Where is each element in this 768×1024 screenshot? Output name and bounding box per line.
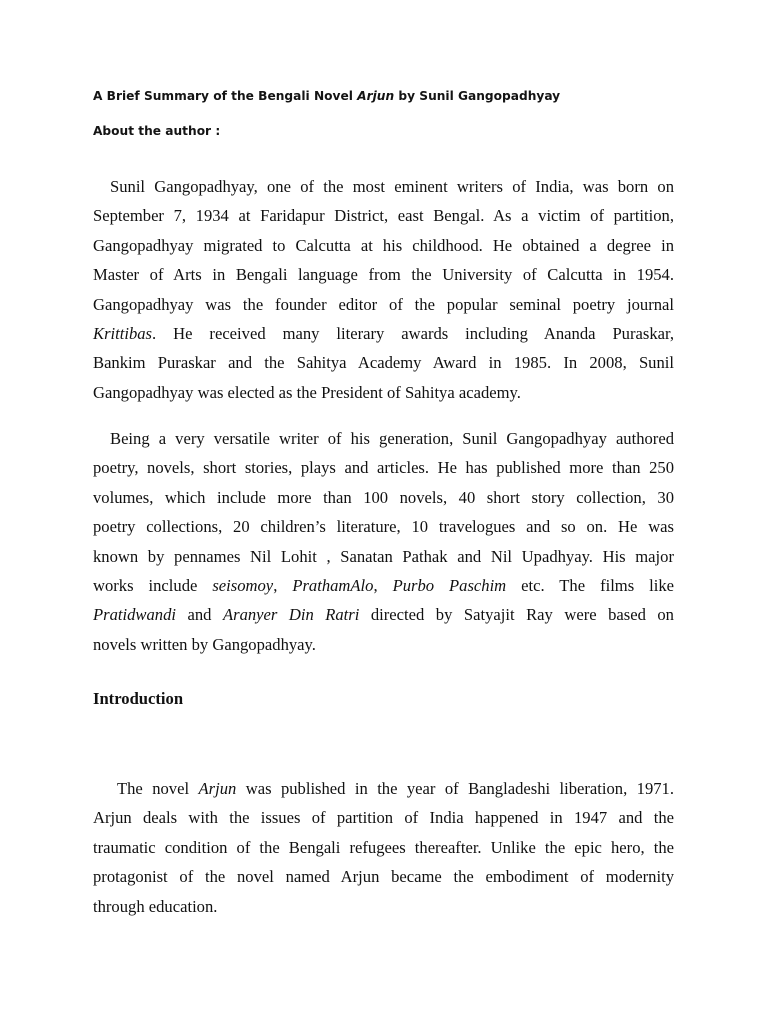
- paragraph-line: known by pennames Nil Lohit , Sanatan Pathak and Nil Upadhyay. His major: [93, 546, 674, 566]
- about-author-label: About the author :: [93, 124, 221, 138]
- paragraph-line: Arjun deals with the issues of partition of India happened in 1947 and the: [93, 808, 674, 828]
- paragraph-line: Sunil Gangopadhyay, one of the most eminent writers of India, was born on: [110, 177, 674, 196]
- paragraph-line: traumatic condition of the Bengali refugees thereafter. Unlike the epic hero, the: [93, 837, 674, 857]
- paragraph-line: Gangopadhyay was the founder editor of the popular seminal poetry journal: [93, 294, 674, 314]
- paragraph-line: protagonist of the novel named Arjun became the embodiment of modernity: [93, 867, 674, 887]
- paragraph-line: novels written by Gangopadhyay.: [93, 634, 316, 654]
- author-paragraph: [93, 172, 674, 407]
- paragraph-line: Gangopadhyay was elected as the President of Sahitya academy.: [93, 382, 521, 402]
- introduction-heading: Introduction: [93, 689, 184, 708]
- paragraph-line: Pratidwandi and Aranyer Din Ratri directed by Satyajit Ray were based on: [93, 605, 674, 625]
- paragraph-line: works include seisomoy, PrathamAlo, Purbo Paschim etc. The films like: [93, 575, 675, 595]
- introduction-paragraph: [93, 774, 674, 921]
- document-title: A Brief Summary of the Bengali Novel Arjun by Sunil Gangopadhyay: [93, 89, 561, 103]
- paragraph-line: volumes, which include more than 100 novels, 40 short story collection, 30: [93, 487, 674, 507]
- paragraph-line: poetry, novels, short stories, plays and articles. He has published more than 250: [93, 458, 674, 478]
- paragraph-line: Krittibas. He received many literary awards including Ananda Puraskar,: [93, 323, 674, 343]
- paragraph-line: Being a very versatile writer of his generation, Sunil Gangopadhyay authored: [110, 429, 674, 448]
- paragraph-line: September 7, 1934 at Faridapur District, east Bengal. As a victim of partition,: [93, 206, 674, 226]
- paragraph-line: Gangopadhyay migrated to Calcutta at his childhood. He obtained a degree in: [93, 235, 674, 255]
- paragraph-line: poetry collections, 20 children’s literature, 10 travelogues and so on. He was: [93, 517, 674, 537]
- paragraph-line: through education.: [93, 896, 218, 916]
- works-paragraph: [93, 424, 674, 659]
- paragraph-line: Bankim Puraskar and the Sahitya Academy Award in 1985. In 2008, Sunil: [93, 353, 674, 373]
- paragraph-line: Master of Arts in Bengali language from the University of Calcutta in 1954.: [93, 265, 674, 285]
- paragraph-line: The novel Arjun was published in the year of Bangladeshi liberation, 1971.: [117, 779, 675, 798]
